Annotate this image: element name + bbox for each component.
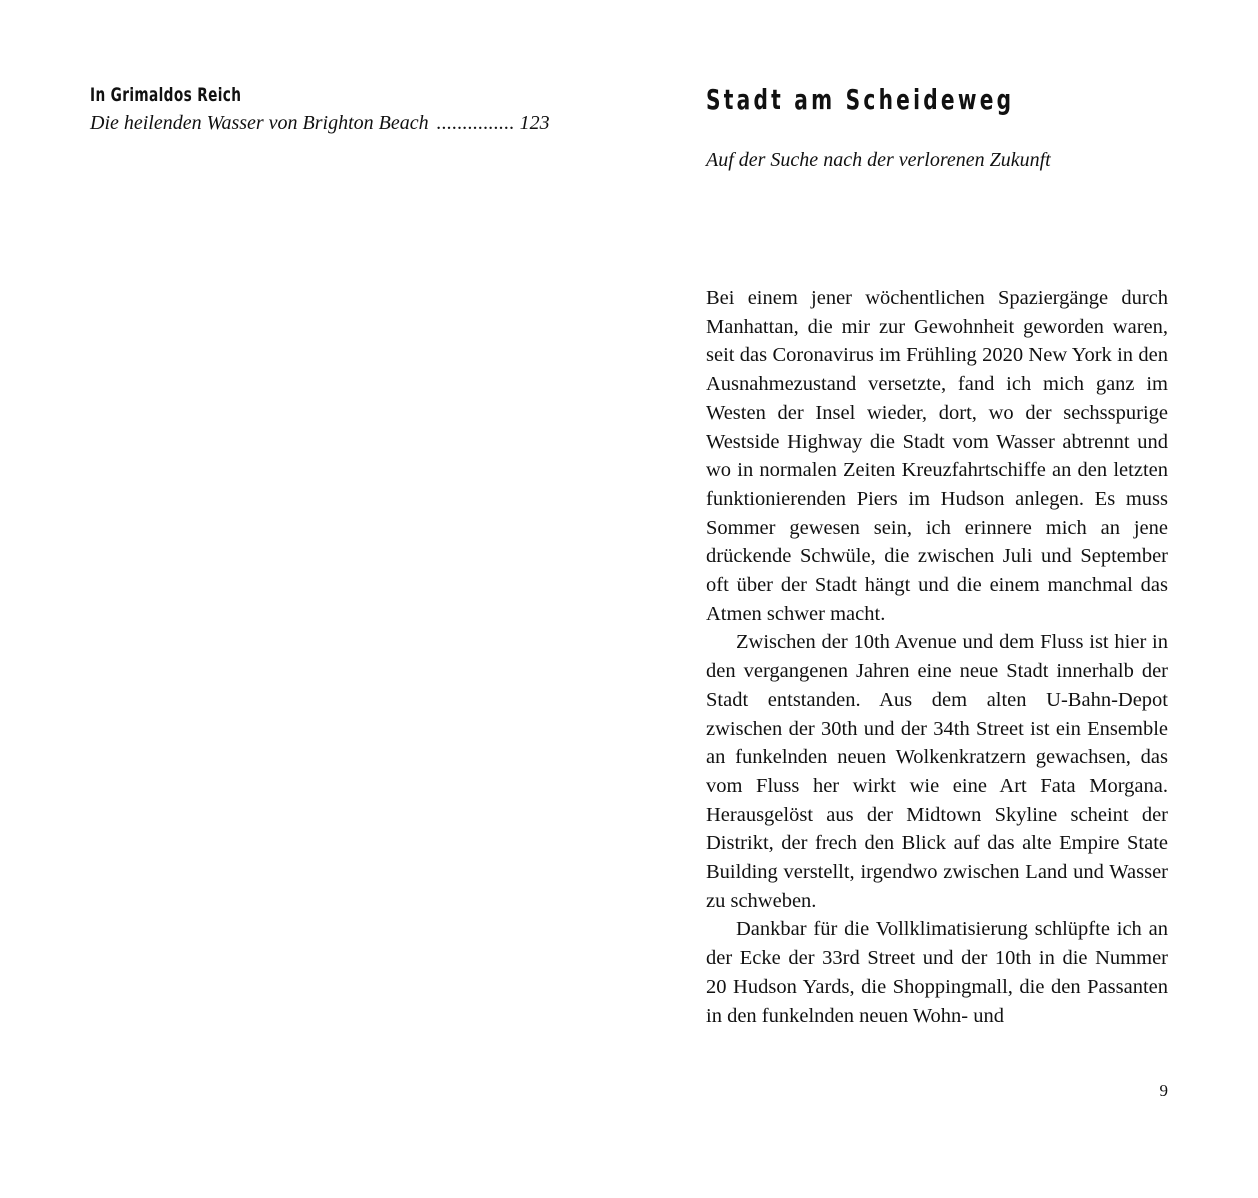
- chapter-title: Stadt am Scheideweg: [706, 83, 1015, 116]
- paragraph: Dankbar für die Vollklimatisierung schlüpfte ich an der Ecke der 33rd Street und der 10th in die Nummer 20 Hudson Yards, die Shoppingmall, die den Passanten in den funkelnden neuen Wohn- und: [706, 918, 1168, 1027]
- paragraph: Bei einem jener wöchentlichen Spaziergänge durch Manhattan, die mir zur Gewohnheit geworden waren, seit das Coronavirus im Frühling 2020 New York in den Ausnahmezustand versetzte, fand ich mich ganz im Westen der Insel wieder, dort, wo der sechsspurige Westside Highway die Stadt vom Wasser abtrennt und wo in normalen Zeiten Kreuzfahrtschiffe an den letzten funktionierenden Piers im Hudson anlegen. Es muss Sommer gewesen sein, ich erinnere mich an jene drückende Schwüle, die zwischen Juli und September oft über der Stadt hängt und die einem manchmal das Atmen schwer macht.: [706, 287, 1168, 625]
- toc-dot-leader: ...............: [436, 112, 515, 134]
- body-text: [706, 284, 1168, 1030]
- toc-page-number: 123: [519, 112, 550, 134]
- toc-line: [90, 108, 560, 138]
- chapter-subtitle: Auf der Suche nach der verlorenen Zukunft: [706, 149, 1051, 171]
- toc-heading: In Grimaldos Reich: [90, 84, 242, 106]
- paragraph: Zwischen der 10th Avenue und dem Fluss ist hier in den vergangenen Jahren eine neue Stadt innerhalb der Stadt entstanden. Aus dem alten U-Bahn-Depot zwischen der 30th und der 34th Street ist ein Ensemble an funkelnden neuen Wolkenkratzern gewachsen, das vom Fluss her wirkt wie eine Art Fata Morgana. Herausgelöst aus der Midtown Skyline scheint der Distrikt, der frech den Blick auf das alte Empire State Building verstellt, irgendwo zwischen Land und Wasser zu schweben.: [706, 631, 1168, 912]
- right-page: [629, 0, 1258, 1198]
- page-number: 9: [1159, 1081, 1168, 1100]
- toc-title: Die heilenden Wasser von Brighton Beach: [90, 112, 429, 134]
- toc-entry: [90, 82, 560, 138]
